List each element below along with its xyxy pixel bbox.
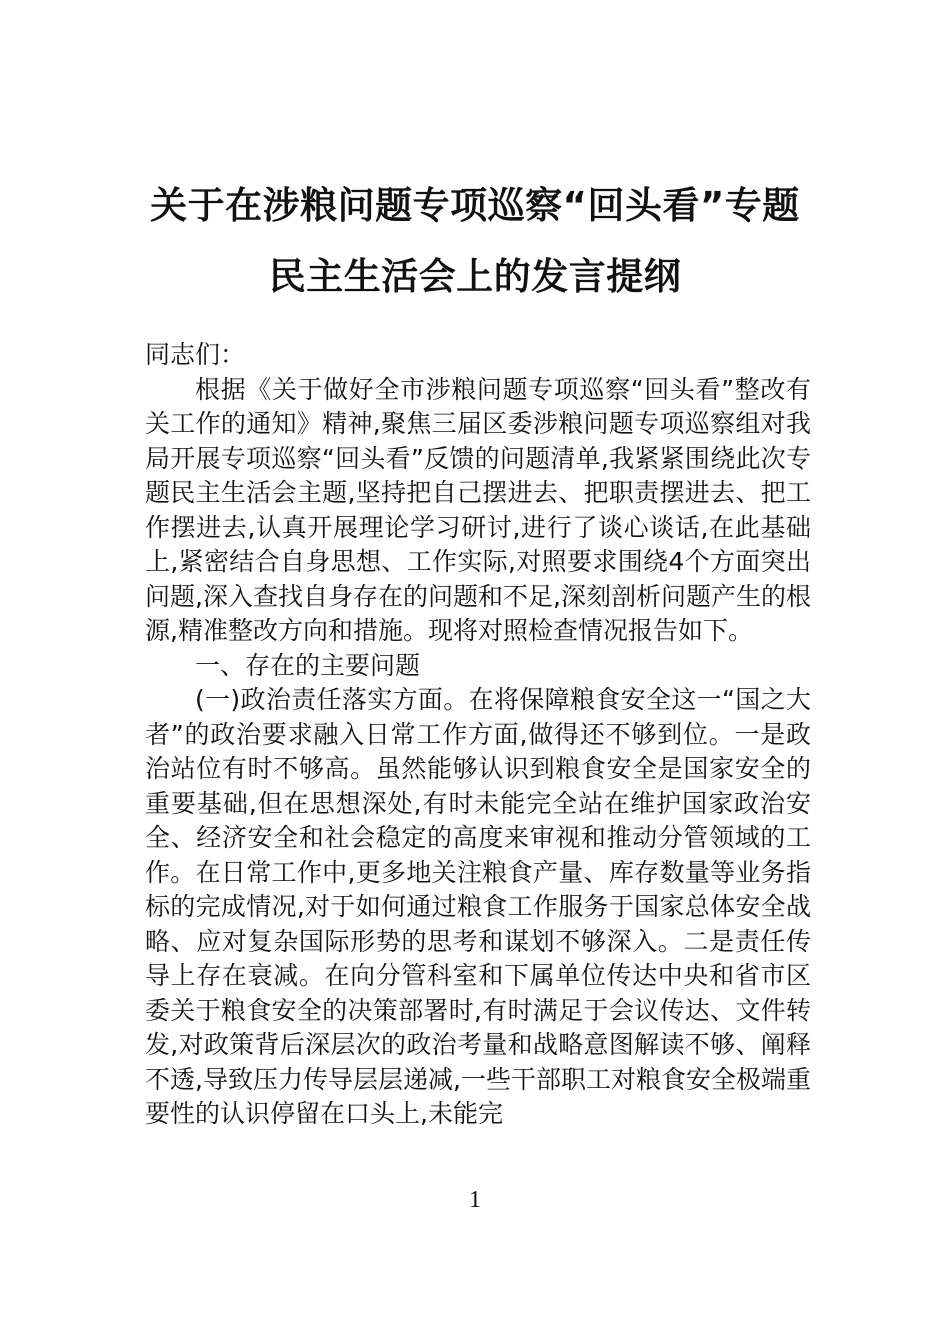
paragraph-intro: 根据《关于做好全市涉粮问题专项巡察“回头看”整改有关工作的通知》精神,聚焦三届区委涉粮问题专项巡察组对我局开展专项巡察“回头看”反馈的问题清单,我紧紧围绕此次专题民主生活会主题,坚持把自己摆进去、把职责摆进去、把工作摆进去,认真开展理论学习研讨,进行了谈心谈话,在此基础上,紧密结合自身思想、工作实际,对照要求围绕4个方面突出问题,深入查找自身存在的问题和不足,深刻剖析问题产生的根源,精准整改方向和措施。现将对照检查情况报告如下。: [145, 374, 811, 645]
document-title-line-2: 民主生活会上的发言提纲: [268, 255, 682, 298]
page-number: 1: [469, 1187, 481, 1213]
document-title-line-1: 关于在涉粮问题专项巡察“回头看”专题: [150, 184, 800, 227]
section-heading: 一、存在的主要问题: [195, 650, 421, 680]
document-body: [145, 338, 811, 1132]
paragraph-political-responsibility: (一)政治责任落实方面。在将保障粮食安全这一“国之大者”的政治要求融入日常工作方面,做得还不够到位。一是政治站位有时不够高。虽然能够认识到粮食安全是国家安全的重要基础,但在思想深处,有时未能完全站在维护国家政治安全、经济安全和社会稳定的高度来审视和推动分管领域的工作。在日常工作中,更多地关注粮食产量、库存数量等业务指标的完成情况,对于如何通过粮食工作服务于国家总体安全战略、应对复杂国际形势的思考和谋划不够深入。二是责任传导上存在衰减。在向分管科室和下属单位传达中央和省市区委关于粮食安全的决策部署时,有时满足于会议传达、文件转发,对政策背后深层次的政治考量和战略意图解读不够、阐释不透,导致压力传导层层递减,一些干部职工对粮食安全极端重要性的认识停留在口头上,未能完: [145, 685, 811, 1128]
salutation: 同志们：: [145, 340, 246, 369]
